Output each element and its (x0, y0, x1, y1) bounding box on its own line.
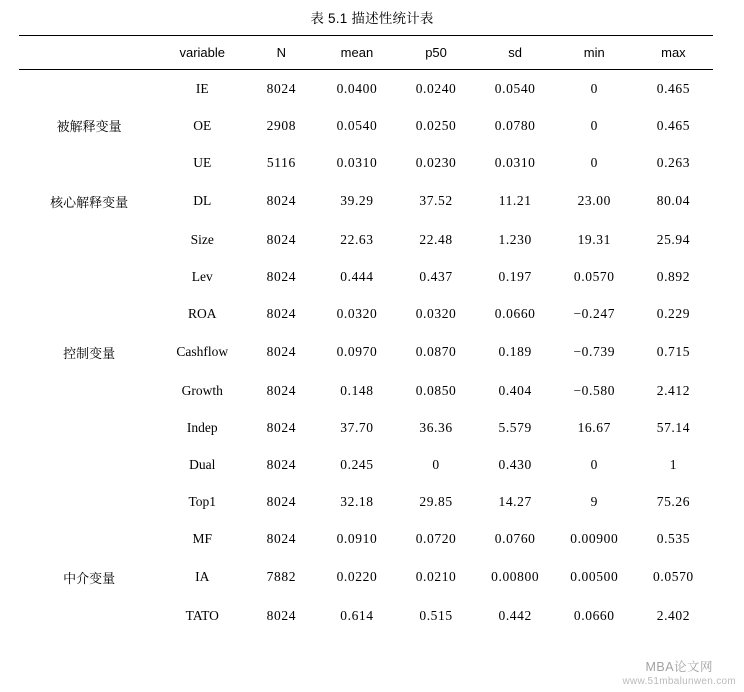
cell-sd: 11.21 (498, 193, 532, 208)
cell-variable: DL (193, 193, 212, 208)
group-label-control: 控制变量 (63, 345, 116, 361)
cell-sd: 0.0540 (494, 80, 536, 96)
column-header-group (19, 36, 159, 70)
cell-n: 2908 (266, 117, 297, 133)
cell-min: 0 (590, 154, 598, 170)
table-body (19, 70, 713, 635)
group-label-core-explanatory: 核心解释变量 (50, 194, 129, 210)
cell-max: 0.465 (656, 80, 691, 96)
group-label-empty (19, 520, 159, 557)
table-title: 表 5.1 描述性统计表 (310, 11, 434, 26)
table-row (19, 446, 713, 483)
cell-n: 8024 (266, 382, 297, 398)
cell-n: 8024 (266, 607, 297, 623)
cell-p50: 0 (432, 456, 440, 472)
cell-min: −0.580 (573, 382, 616, 398)
cell-mean: 0.0220 (336, 569, 378, 584)
cell-min: −0.739 (573, 344, 616, 359)
cell-p50: 0.0850 (415, 382, 457, 398)
cell-min: 0 (590, 117, 598, 133)
table-row (19, 557, 713, 597)
watermark-url: www.51mbalunwen.com (622, 675, 736, 687)
table-row (19, 295, 713, 332)
cell-sd: 0.430 (498, 456, 532, 472)
cell-mean: 0.444 (340, 268, 374, 284)
cell-p50: 0.0320 (415, 305, 457, 321)
cell-sd: 0.442 (498, 607, 532, 623)
cell-variable: Size (190, 231, 214, 247)
cell-variable: ROA (187, 305, 217, 321)
cell-p50: 0.515 (419, 607, 453, 623)
cell-variable: IA (195, 569, 210, 584)
cell-min: 0.00900 (570, 530, 619, 546)
table-row (19, 597, 713, 634)
cell-p50: 0.0720 (415, 530, 457, 546)
column-header-variable: variable (159, 36, 245, 70)
cell-sd: 0.00800 (491, 569, 540, 584)
table-row (19, 409, 713, 446)
cell-sd: 1.230 (498, 231, 532, 247)
cell-max: 57.14 (656, 419, 691, 435)
cell-mean: 0.0970 (336, 344, 378, 359)
cell-p50: 0.0870 (415, 344, 457, 359)
cell-min: 9 (590, 493, 598, 509)
cell-mean: 39.29 (340, 193, 374, 208)
cell-mean: 0.148 (340, 382, 374, 398)
cell-variable: Lev (191, 268, 213, 284)
cell-variable: OE (193, 117, 212, 133)
cell-variable: UE (193, 154, 212, 170)
cell-mean: 0.245 (340, 456, 374, 472)
cell-mean: 22.63 (340, 231, 374, 247)
cell-mean: 0.0320 (336, 305, 378, 321)
cell-max: 25.94 (656, 231, 691, 247)
cell-min: −0.247 (573, 305, 616, 321)
cell-min: 0 (590, 80, 598, 96)
cell-max: 75.26 (656, 493, 691, 509)
cell-min: 0.00500 (570, 569, 619, 584)
cell-max: 0.229 (656, 305, 691, 321)
cell-mean: 0.0540 (336, 117, 378, 133)
cell-n: 8024 (266, 305, 297, 321)
group-label-explained: 被解释变量 (56, 119, 122, 134)
cell-sd: 5.579 (498, 419, 532, 435)
cell-sd: 0.0660 (494, 305, 536, 321)
cell-max: 0.0570 (653, 569, 694, 584)
watermark-title: MBA论文网 (645, 659, 714, 674)
cell-min: 23.00 (577, 193, 611, 208)
column-header-min: min (555, 36, 634, 70)
cell-max: 0.465 (656, 117, 691, 133)
column-header-p50: p50 (397, 36, 476, 70)
cell-p50: 29.85 (419, 493, 453, 509)
cell-mean: 0.0910 (336, 530, 378, 546)
cell-sd: 0.197 (498, 268, 532, 284)
cell-variable: Top1 (188, 493, 217, 509)
column-header-max: max (634, 36, 713, 70)
cell-n: 8024 (266, 344, 297, 359)
descriptive-statistics-table (19, 35, 713, 634)
cell-max: 0.715 (656, 344, 691, 359)
table-row (19, 221, 713, 258)
cell-sd: 0.0780 (494, 117, 536, 133)
cell-variable: IE (195, 80, 209, 96)
cell-n: 8024 (266, 80, 297, 96)
cell-variable: TATO (185, 607, 219, 623)
cell-n: 8024 (266, 268, 297, 284)
cell-max: 0.263 (656, 154, 691, 170)
group-label-empty (19, 597, 159, 634)
group-label-empty (19, 409, 159, 446)
cell-mean: 0.0400 (336, 80, 378, 96)
cell-n: 8024 (266, 419, 297, 435)
cell-variable: MF (192, 530, 212, 546)
cell-p50: 0.437 (419, 268, 453, 284)
group-label-empty (19, 258, 159, 295)
table-row (19, 483, 713, 520)
table-row (19, 372, 713, 409)
cell-max: 0.535 (656, 530, 691, 546)
watermark (622, 660, 736, 688)
cell-p50: 22.48 (419, 231, 453, 247)
cell-max: 2.402 (656, 607, 691, 623)
cell-n: 8024 (266, 493, 297, 509)
column-header-sd: sd (476, 36, 555, 70)
cell-n: 5116 (266, 154, 296, 170)
cell-mean: 0.0310 (336, 154, 378, 170)
cell-mean: 37.70 (340, 419, 374, 435)
cell-p50: 36.36 (419, 419, 453, 435)
group-label-empty (19, 372, 159, 409)
cell-sd: 0.0310 (494, 154, 536, 170)
cell-sd: 14.27 (498, 493, 532, 509)
table-row (19, 70, 713, 108)
column-header-mean: mean (317, 36, 396, 70)
cell-variable: Cashflow (176, 344, 229, 359)
cell-max: 80.04 (656, 193, 691, 208)
cell-p50: 0.0230 (415, 154, 457, 170)
cell-mean: 0.614 (340, 607, 374, 623)
cell-max: 2.412 (656, 382, 691, 398)
cell-n: 8024 (266, 530, 297, 546)
cell-mean: 32.18 (340, 493, 374, 509)
cell-n: 8024 (266, 456, 297, 472)
cell-sd: 0.404 (498, 382, 532, 398)
cell-p50: 0.0240 (415, 80, 457, 96)
cell-sd: 0.0760 (494, 530, 536, 546)
cell-variable: Growth (181, 382, 223, 398)
cell-max: 0.892 (656, 268, 691, 284)
table-header-row (19, 36, 713, 70)
table-row (19, 181, 713, 221)
group-label-empty (19, 483, 159, 520)
cell-variable: Dual (189, 456, 216, 472)
group-label-mediator: 中介变量 (63, 570, 116, 586)
group-label-empty (19, 221, 159, 258)
cell-sd: 0.189 (498, 344, 532, 359)
column-header-n: N (245, 36, 317, 70)
cell-variable: Indep (186, 419, 218, 435)
cell-p50: 0.0210 (415, 569, 457, 584)
table-row (19, 520, 713, 557)
cell-n: 8024 (266, 231, 297, 247)
cell-min: 19.31 (577, 231, 611, 247)
cell-n: 7882 (266, 569, 297, 584)
cell-min: 0 (590, 456, 598, 472)
cell-n: 8024 (266, 193, 297, 208)
cell-p50: 37.52 (419, 193, 453, 208)
table-row (19, 332, 713, 372)
cell-min: 0.0570 (573, 268, 615, 284)
cell-min: 16.67 (577, 419, 611, 435)
group-label-empty (19, 295, 159, 332)
cell-max: 1 (669, 456, 678, 472)
group-label-empty (19, 446, 159, 483)
table-row (19, 258, 713, 295)
cell-min: 0.0660 (573, 607, 615, 623)
cell-p50: 0.0250 (415, 117, 457, 133)
